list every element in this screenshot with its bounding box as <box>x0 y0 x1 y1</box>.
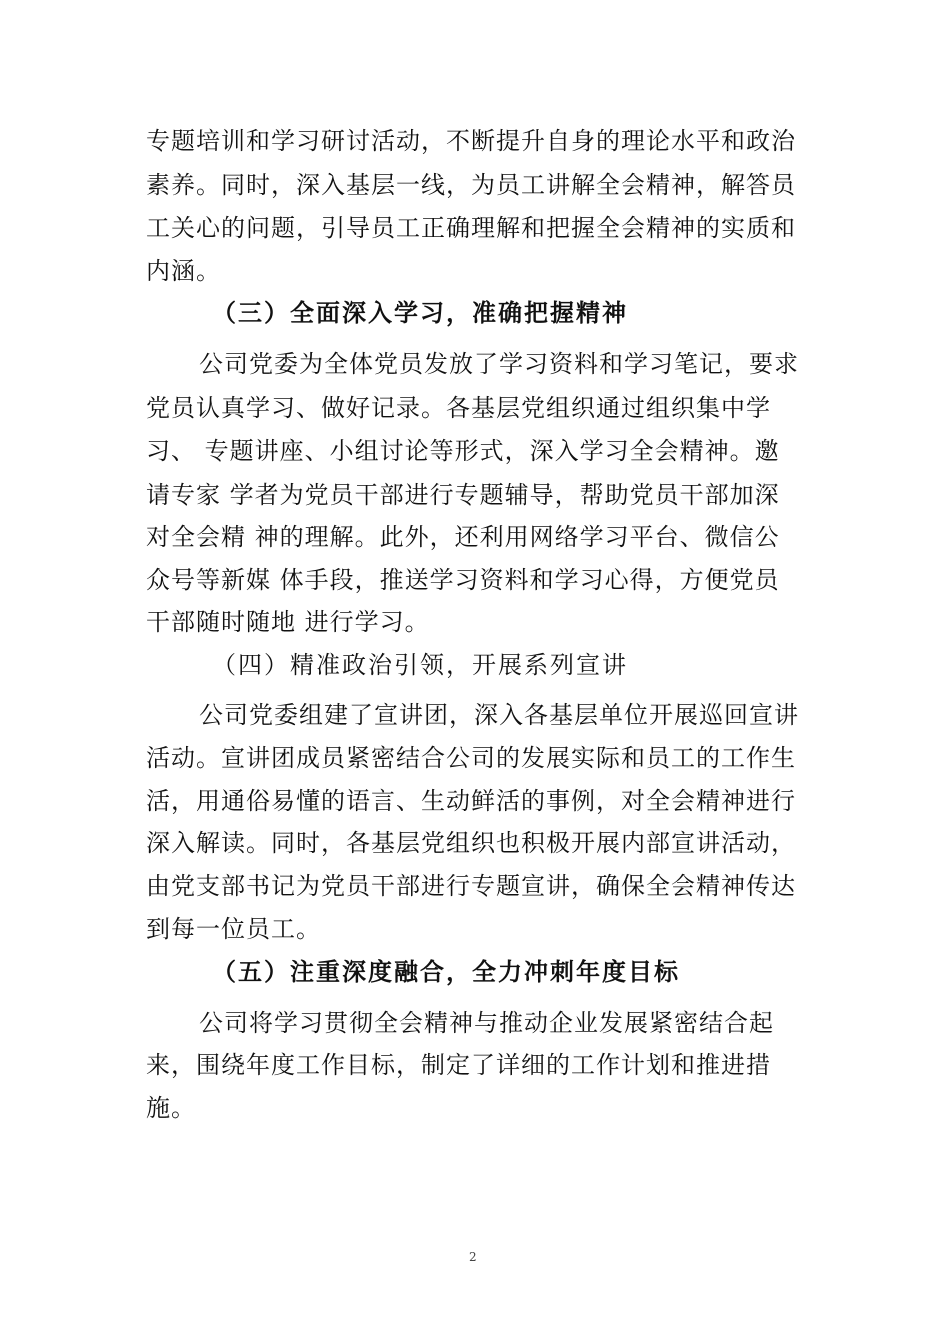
paragraph-line: 对全会精 神的理解。此外，还利用网络学习平台、微信公 <box>146 523 780 551</box>
paragraph-line: 众号等新媒 体手段，推送学习资料和学习心得，方便党员 <box>146 566 780 594</box>
section-heading-5: （五）注重深度融合，全力冲刺年度目标 <box>212 957 680 986</box>
paragraph-line: 请专家 学者为党员干部进行专题辅导，帮助党员干部加深 <box>146 481 780 509</box>
paragraph-line: 活，用通俗易懂的语言、生动鲜活的事例，对全会精神进行 <box>146 787 796 815</box>
paragraph-line: 党员认真学习、做好记录。各基层党组织通过组织集中学 <box>146 394 771 422</box>
paragraph-line: 专题培训和学习研讨活动，不断提升自身的理论水平和政治 <box>146 127 796 155</box>
paragraph-line: 由党支部书记为党员干部进行专题宣讲，确保全会精神传达 <box>146 872 796 900</box>
paragraph-line: 公司党委组建了宣讲团，深入各基层单位开展巡回宣讲 <box>199 701 799 729</box>
section-heading-4: （四）精准政治引领，开展系列宣讲 <box>212 651 628 679</box>
section-heading-3: （三）全面深入学习，准确把握精神 <box>212 298 628 327</box>
paragraph-line: 内涵。 <box>146 257 221 285</box>
paragraph-line: 干部随时随地 进行学习。 <box>146 608 430 636</box>
paragraph-line: 活动。宣讲团成员紧密结合公司的发展实际和员工的工作生 <box>146 744 796 772</box>
paragraph-line: 公司将学习贯彻全会精神与推动企业发展紧密结合起 <box>199 1009 774 1037</box>
paragraph-line: 素养。同时，深入基层一线，为员工讲解全会精神，解答员 <box>146 171 796 199</box>
page-number: 2 <box>469 1250 477 1264</box>
paragraph-line: 来，围绕年度工作目标，制定了详细的工作计划和推进措 <box>146 1051 771 1079</box>
paragraph-line: 工关心的问题，引导员工正确理解和把握全会精神的实质和 <box>146 214 796 242</box>
paragraph-line: 公司党委为全体党员发放了学习资料和学习笔记，要求 <box>199 350 799 378</box>
paragraph-line: 习、 专题讲座、小组讨论等形式，深入学习全会精神。邀 <box>146 437 780 465</box>
paragraph-line: 深入解读。同时，各基层党组织也积极开展内部宣讲活动， <box>146 829 796 857</box>
paragraph-line: 施。 <box>146 1094 196 1122</box>
paragraph-line: 到每一位员工。 <box>146 915 321 943</box>
